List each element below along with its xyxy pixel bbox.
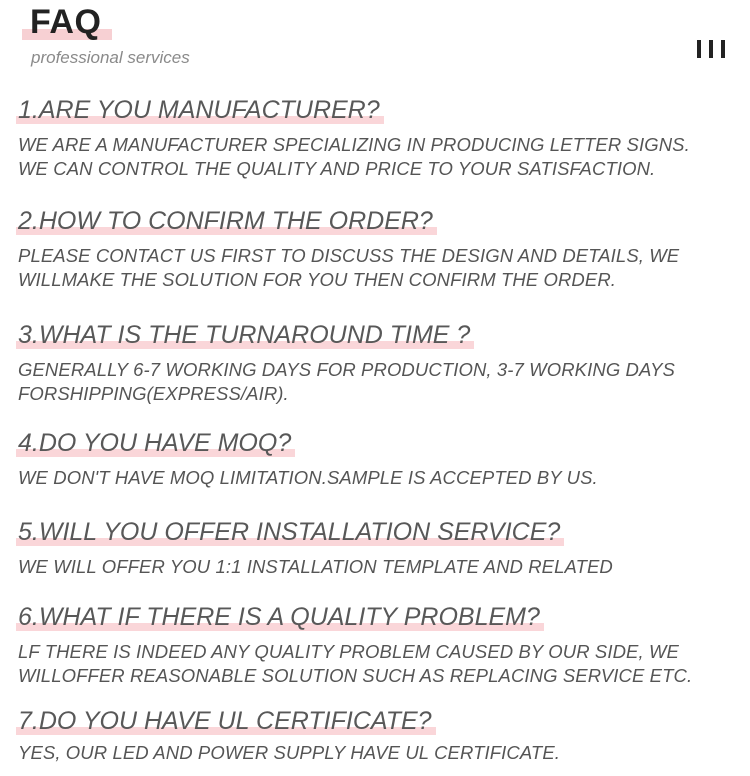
faq-question-text: 7.DO YOU HAVE UL CERTIFICATE?: [18, 707, 432, 735]
faq-answer: [18, 358, 743, 406]
faq-item-7: [18, 706, 743, 765]
menu-bar-2: [709, 40, 713, 58]
faq-answer: [18, 133, 743, 181]
faq-question: [18, 320, 470, 350]
faq-question: [18, 206, 433, 236]
faq-question-text: 3.WHAT IS THE TURNAROUND TIME ?: [18, 321, 471, 349]
faq-answer-line: WILLMAKE THE SOLUTION FOR YOU THEN CONFIRM THE ORDER.: [18, 269, 617, 290]
faq-answer-line: FORSHIPPING(EXPRESS/AIR).: [18, 383, 289, 404]
faq-answer-line: WE DON'T HAVE MOQ LIMITATION.SAMPLE IS ACCEPTED BY US.: [18, 467, 598, 488]
faq-item-4: [18, 428, 743, 490]
faq-answer-line: LF THERE IS INDEED ANY QUALITY PROBLEM CAUSED BY OUR SIDE, WE: [18, 641, 679, 662]
faq-item-2: [18, 206, 743, 292]
faq-item-5: [18, 517, 743, 579]
faq-answer-line: GENERALLY 6-7 WORKING DAYS FOR PRODUCTION, 3-7 WORKING DAYS: [18, 359, 675, 380]
faq-answer-line: WE ARE A MANUFACTURER SPECIALIZING IN PRODUCING LETTER SIGNS.: [18, 134, 690, 155]
faq-answer-line: YES, OUR LED AND POWER SUPPLY HAVE UL CERTIFICATE.: [18, 742, 560, 763]
faq-answer-line: WE WILL OFFER YOU 1:1 INSTALLATION TEMPLATE AND RELATED: [18, 556, 613, 577]
menu-bar-3: [721, 40, 725, 58]
faq-question: [18, 602, 540, 632]
faq-item-3: [18, 320, 743, 406]
page-subtitle: professional services: [31, 48, 190, 67]
menu-icon[interactable]: [697, 40, 725, 58]
faq-answer: [18, 244, 743, 292]
faq-answer-line: PLEASE CONTACT US FIRST TO DISCUSS THE DESIGN AND DETAILS, WE: [18, 245, 680, 266]
faq-answer: [18, 466, 743, 490]
faq-question-text: 2.HOW TO CONFIRM THE ORDER?: [18, 207, 433, 235]
faq-question: [18, 517, 560, 547]
faq-question-text: 5.WILL YOU OFFER INSTALLATION SERVICE?: [18, 518, 561, 546]
faq-question: [18, 706, 432, 736]
faq-question-text: 4.DO YOU HAVE MOQ?: [18, 429, 292, 457]
faq-answer: [18, 640, 743, 688]
faq-answer-line: WE CAN CONTROL THE QUALITY AND PRICE TO YOUR SATISFACTION.: [18, 158, 656, 179]
menu-bar-1: [697, 40, 701, 58]
faq-question-text: 6.WHAT IF THERE IS A QUALITY PROBLEM?: [18, 603, 540, 631]
faq-answer: [18, 741, 743, 765]
faq-header: [0, 0, 750, 80]
faq-item-6: [18, 602, 743, 688]
faq-question: [18, 95, 380, 125]
faq-question: [18, 428, 291, 458]
page-title: FAQ: [30, 3, 102, 41]
faq-question-text: 1.ARE YOU MANUFACTURER?: [18, 96, 380, 124]
faq-answer-line: WILLOFFER REASONABLE SOLUTION SUCH AS REPLACING SERVICE ETC.: [18, 665, 693, 686]
faq-answer: [18, 555, 743, 579]
faq-item-1: [18, 95, 743, 181]
